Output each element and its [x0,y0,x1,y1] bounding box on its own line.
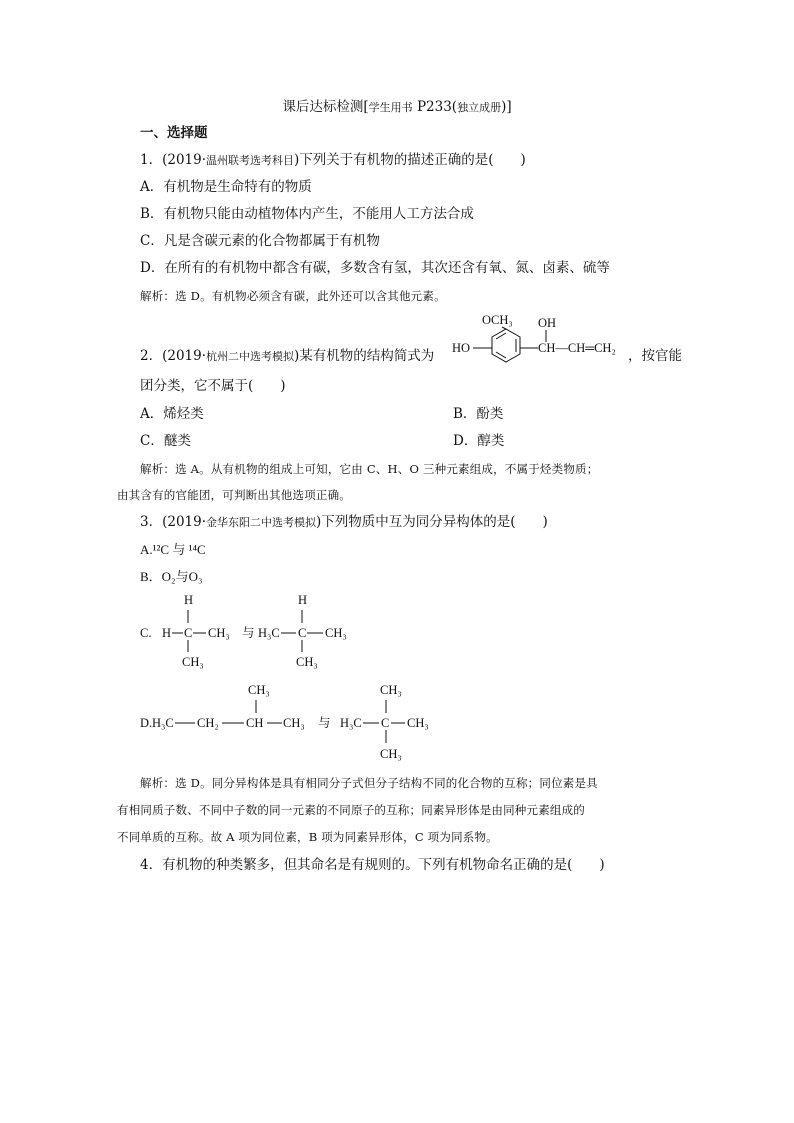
conjunction-yu: 与 [242,626,255,640]
question-2-option-c: C．醚类 [140,433,191,449]
section-heading: 一、选择题 [140,125,208,141]
oh-label: OH [538,316,557,330]
group-ch3: CH₃ [380,683,402,697]
question-3-explanation-2: 有相同质子数、不同中子数的同一元素的不同原子的互称；同素异形体是由同种元素组成的 [117,803,585,817]
group-h3c: H₃C [258,626,280,640]
question-2-stem-line2: 团分类，它不属于( ) [140,378,286,394]
page-title: 课后达标检测[学生用书 P233(独立成册)] [282,99,512,115]
group-ch3: CH₃ [248,683,270,697]
group-h3c: H₃C [152,716,174,730]
question-2-option-d: D．醇类 [453,433,505,449]
question-3-stem: 3．(2019·金华东阳二中选考模拟)下列物质中互为同分异构体的是( ) [140,514,548,530]
atom-c: C [381,716,390,730]
question-3-explanation-1: 解析：选 D。同分异构体是具有相同分子式但分子结构不同的化合物的互称；同位素是具 [140,776,598,790]
question-3-option-b: B．O₂与O₃ [140,569,203,584]
question-3-option-c-structures [140,590,380,672]
question-2-option-a: A．烯烃类 [140,406,204,422]
option-d-label: D. [140,716,153,730]
bond [502,327,506,329]
group-ch3: CH₃ [325,626,347,640]
atom-c: C [184,626,193,640]
option-c-label: C. [140,626,152,640]
question-2-explanation-2: 由其含有的官能团，可判断出其他选项正确。 [117,488,351,502]
question-1-stem: 1．(2019·温州联考选考科目)下列关于有机物的描述正确的是( ) [140,152,526,168]
structural-formula-q2 [452,310,632,370]
och3-label: OCH₃ [482,313,513,327]
question-1-explanation: 解析：选 D。有机物必须含有碳，此外还可以含其他元素。 [140,289,446,303]
question-2-option-b: B．酚类 [453,406,504,422]
group-ch3: CH₃ [208,626,230,640]
group-ch: CH [246,716,264,730]
question-3-explanation-3: 不同单质的互称。故 A 项为同位素，B 项为同素异形体，C 项为同系物。 [117,830,498,844]
question-2-explanation-1: 解析：选 A。从有机物的组成上可知，它由 C、H、O 三种元素组成，不属于烃类物质； [140,462,599,476]
chain-label: CH—CH═CH₂ [538,341,616,355]
group-ch3: CH₃ [296,655,318,669]
question-1-option-a: A．有机物是生命特有的物质 [140,179,312,195]
question-1-option-b: B．有机物只能由动植物体内产生，不能用人工方法合成 [140,206,474,222]
group-h3c: H₃C [340,716,362,730]
conjunction-yu: 与 [318,716,331,730]
question-1-option-c: C．凡是含碳元素的化合物都属于有机物 [140,233,380,249]
group-ch3: CH₃ [182,655,204,669]
group-ch3: CH₃ [407,716,429,730]
atom-h: H [184,593,194,607]
question-3-option-d-structures [140,676,440,766]
ho-label: HO [452,341,471,355]
question-4-stem: 4．有机物的种类繁多，但其命名是有规则的。下列有机物命名正确的是( ) [140,857,605,873]
group-ch3: CH₃ [380,747,402,761]
question-2-stem-end: ，按官能 [628,348,682,364]
question-1-option-d: D．在所有的有机物中都含有碳，多数含有氢，其次还含有氧、氮、卤素、硫等 [140,260,610,276]
question-3-option-a: A.¹²C 与 ¹⁴C [140,542,206,557]
group-ch3: CH₃ [283,716,305,730]
atom-h: H [162,626,172,640]
atom-c: C [298,626,307,640]
question-2-stem: 2．(2019·杭州二中选考模拟)某有机物的结构简式为 [140,348,435,364]
group-ch2: CH₂ [197,716,219,730]
atom-h: H [298,593,308,607]
